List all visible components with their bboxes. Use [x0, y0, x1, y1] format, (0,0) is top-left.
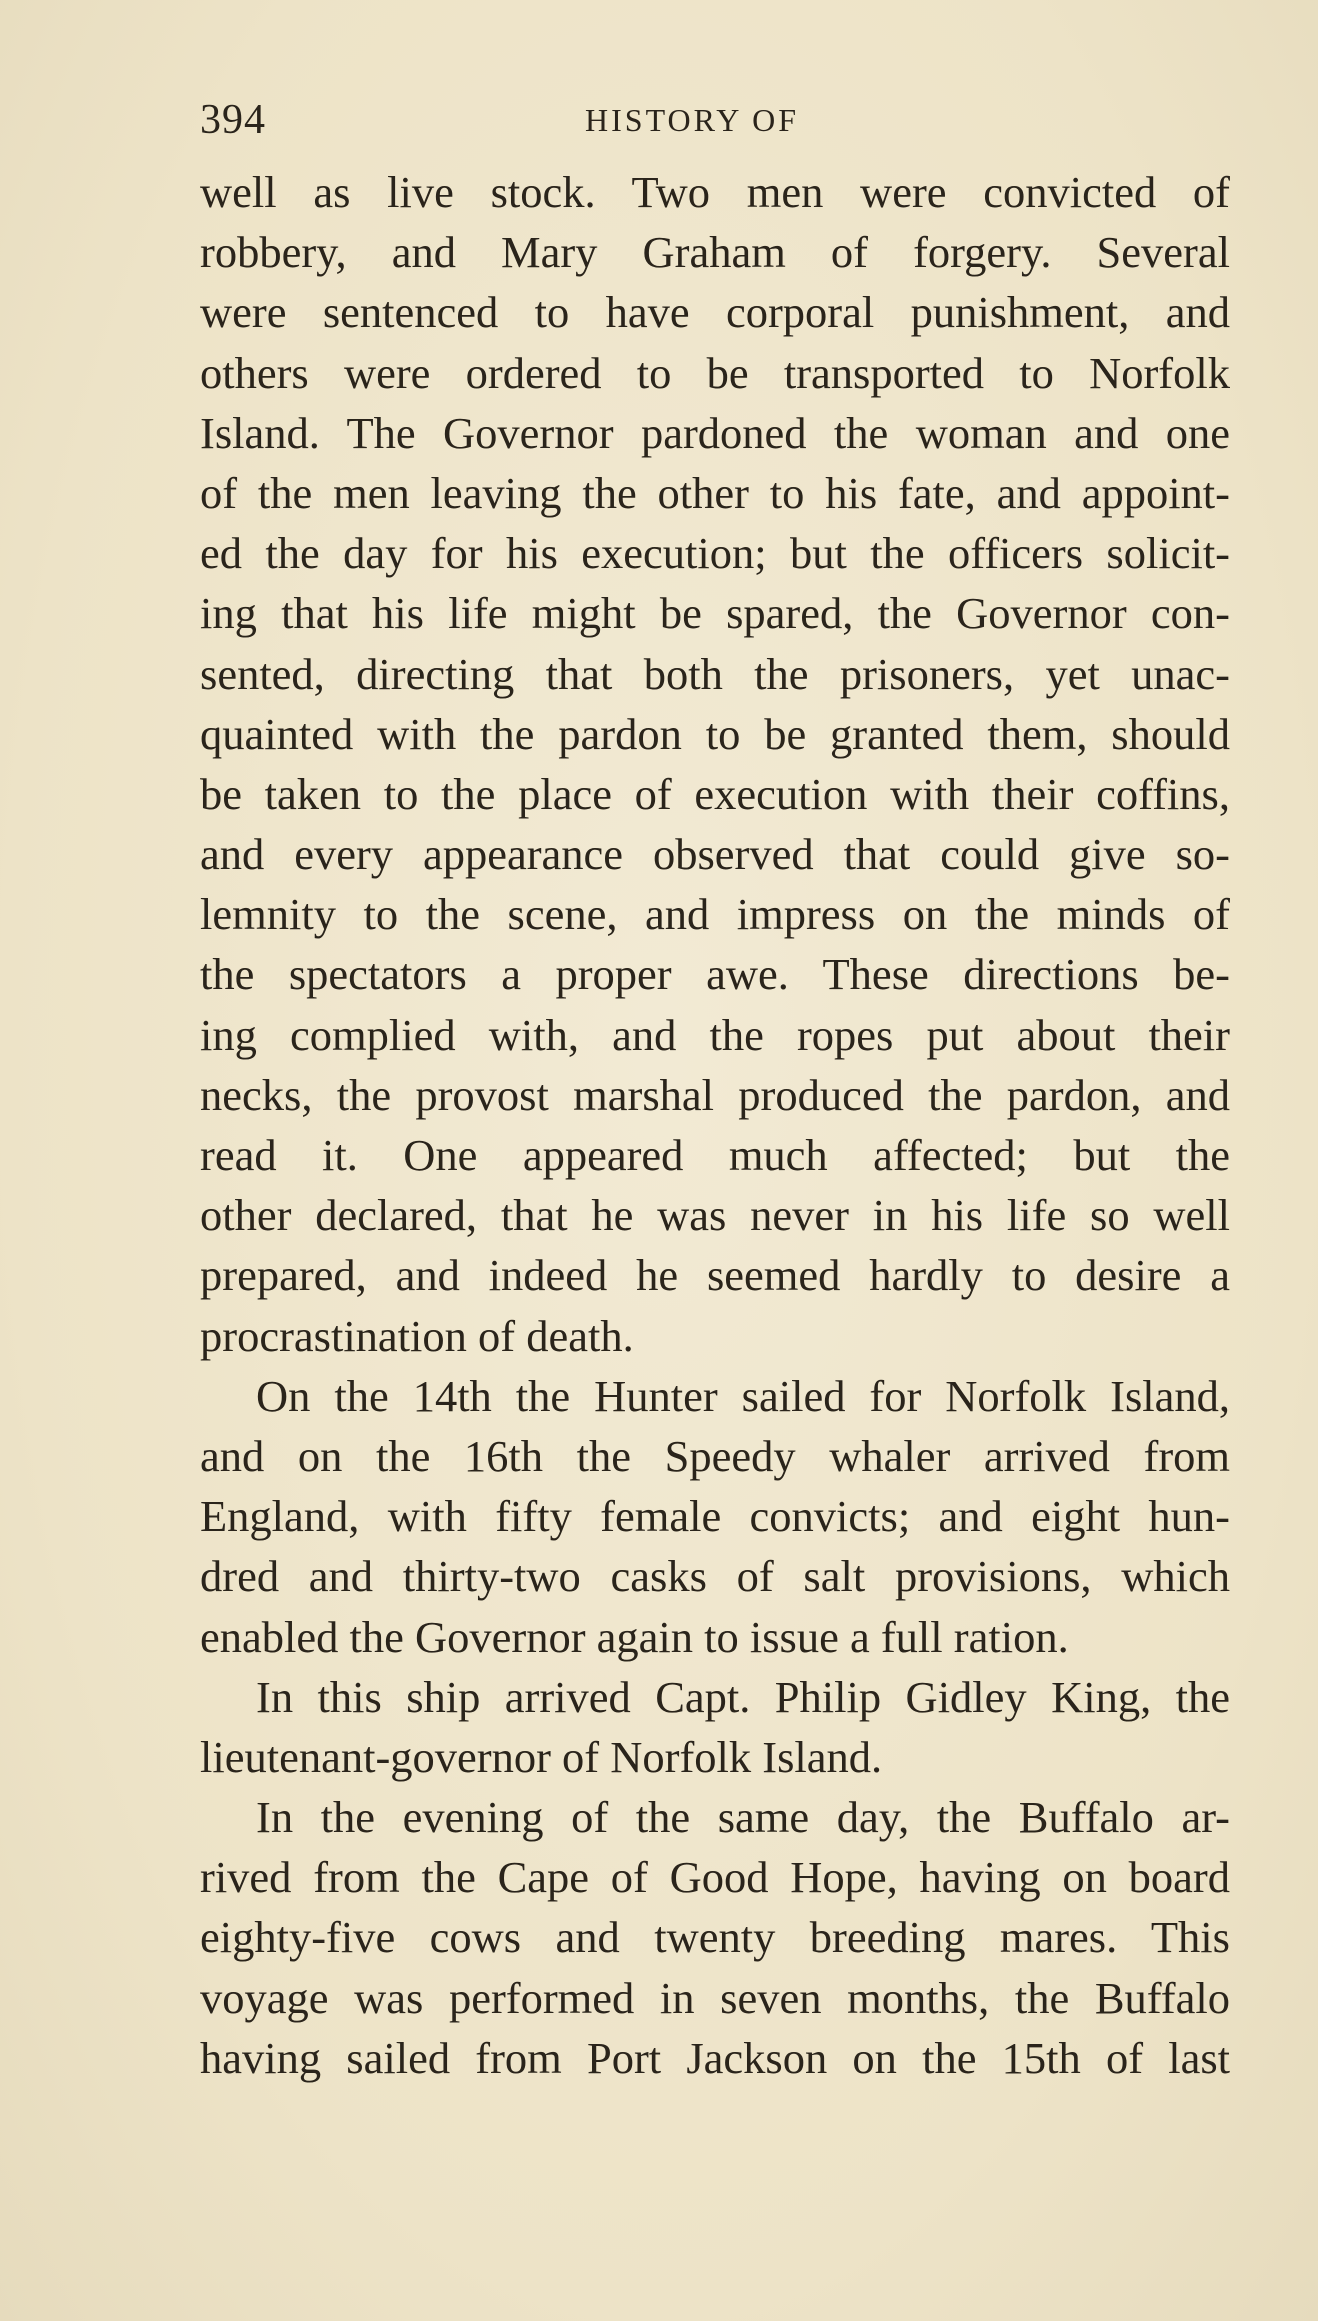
text-line: lemnity to the scene, and impress on the minds of — [200, 889, 1230, 940]
text-line: voyage was performed in seven months, the Buffalo — [200, 1972, 1230, 2023]
text-line: and every appearance observed that could give so- — [200, 829, 1230, 880]
text-line: Island. The Governor pardoned the woman and one — [200, 407, 1230, 458]
text-line: rived from the Cape of Good Hope, having on board — [200, 1852, 1230, 1903]
paragraph-4 — [200, 1787, 1230, 2088]
text-line: ing that his life might be spared, the Governor con- — [200, 588, 1230, 639]
text-line: well as live stock. Two men were convicted of — [200, 167, 1230, 217]
text-line: be taken to the place of execution with their coffins, — [200, 768, 1230, 819]
paragraph-2 — [200, 1366, 1230, 1667]
text-line: ing complied with, and the ropes put about their — [200, 1009, 1230, 1060]
text-line: other declared, that he was never in his life so well — [200, 1190, 1230, 1241]
paragraph-3 — [200, 1667, 1230, 1787]
text-line: In this ship arrived Capt. Philip Gidley King, the — [256, 1671, 1230, 1722]
text-line: eighty-five cows and twenty breeding mares. This — [200, 1912, 1230, 1963]
text-line: the spectators a proper awe. These directions be- — [200, 949, 1230, 1000]
text-line: robbery, and Mary Graham of forgery. Several — [200, 227, 1230, 278]
text-line: In the evening of the same day, the Buffalo ar- — [256, 1792, 1230, 1843]
running-head: HISTORY OF — [585, 102, 800, 138]
text-line: quainted with the pardon to be granted them, should — [200, 708, 1230, 759]
text-line: of the men leaving the other to his fate, and appoint- — [200, 467, 1230, 518]
paragraph-1 — [200, 162, 1230, 1366]
text-line: dred and thirty-two casks of salt provisions, which — [200, 1551, 1230, 1602]
body-text — [200, 162, 1230, 2088]
page-header — [200, 96, 1230, 156]
text-line: ed the day for his execution; but the officers solicit- — [200, 528, 1230, 579]
page-number: 394 — [200, 97, 266, 143]
text-line: necks, the provost marshal produced the pardon, and — [200, 1069, 1230, 1120]
text-line: having sailed from Port Jackson on the 15th of last — [200, 2032, 1230, 2083]
text-line: read it. One appeared much affected; but the — [200, 1130, 1230, 1180]
text-line: lieutenant-governor of Norfolk Island. — [200, 1731, 883, 1782]
text-line: enabled the Governor again to issue a full ration. — [200, 1611, 1069, 1662]
text-line: prepared, and indeed he seemed hardly to desire a — [200, 1250, 1230, 1301]
text-line: were sentenced to have corporal punishment, and — [200, 287, 1230, 338]
text-line: England, with fifty female convicts; and eight hun- — [200, 1491, 1230, 1542]
text-line: sented, directing that both the prisoners, yet unac- — [200, 648, 1230, 699]
text-line: others were ordered to be transported to Norfolk — [200, 347, 1230, 398]
text-line: procrastination of death. — [200, 1310, 634, 1361]
text-line: and on the 16th the Speedy whaler arrived from — [200, 1430, 1230, 1481]
text-line: On the 14th the Hunter sailed for Norfolk Island, — [256, 1370, 1230, 1421]
